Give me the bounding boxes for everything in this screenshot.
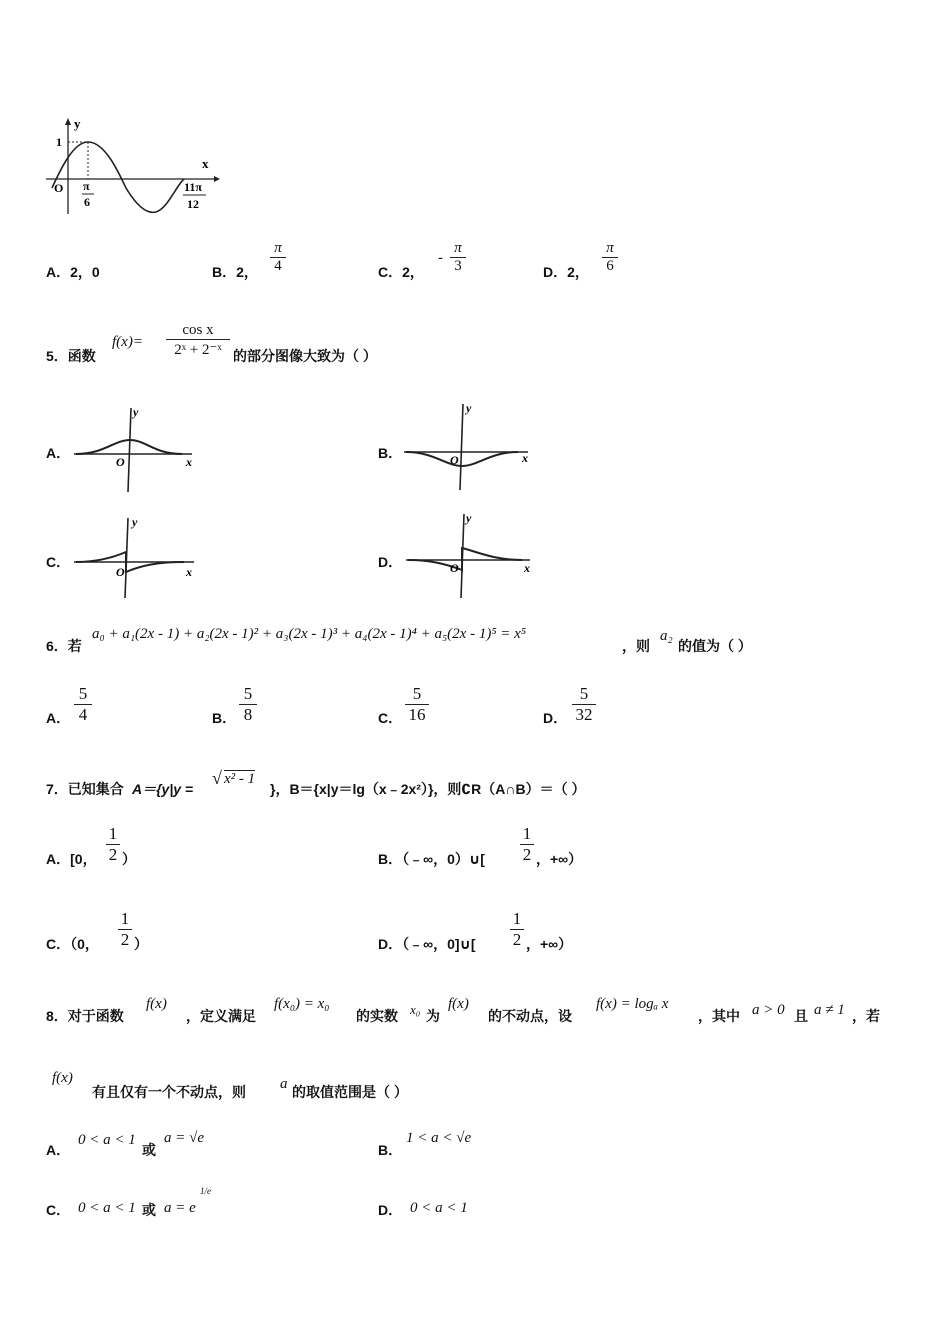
q5-graph-a[interactable] (74, 404, 194, 494)
svg-text:y: y (466, 401, 472, 415)
q6-prefix: 6．若 (46, 638, 82, 654)
sine-curve (52, 142, 184, 212)
q6-equation: a₀ + a₁(2x - 1) + a₂(2x - 1)² + a₃(2x - 1)³ + a₄(2x - 1)⁴ + a₅(2x - 1)⁵ = x⁵ (92, 626, 527, 642)
q8-text-d: 为 (426, 1008, 440, 1024)
option-letter: C． (378, 264, 403, 280)
option-letter: B． (212, 264, 237, 280)
q8-a-or: 或 (142, 1142, 156, 1158)
option-letter: A． (46, 264, 71, 280)
q8-d-math: 0 < a < 1 (410, 1200, 468, 1216)
x-label: x (202, 156, 209, 171)
q5-prefix: 5．函数 (46, 348, 96, 364)
q8-b-math: 1 < a < √e (406, 1130, 472, 1146)
q6-suffix: 的值为（ ） (678, 638, 752, 654)
q5-graph-d[interactable] (406, 510, 534, 600)
q8-line2-b: 的取值范围是（ ） (292, 1084, 408, 1100)
q8-x0: x₀ (410, 1002, 421, 1017)
q5-option-a-letter[interactable]: A． (46, 445, 71, 461)
q8-cond1: a > 0 (752, 1002, 785, 1018)
svg-text:O: O (116, 565, 125, 579)
svg-text:x: x (186, 455, 192, 469)
q7-set-a: A＝{y|y = (132, 781, 194, 797)
q5-graph-b[interactable] (404, 400, 532, 494)
sqrt-sign: √ (212, 768, 222, 788)
q4-option-a[interactable] (46, 262, 100, 282)
q8-flog: f(x) = logₐ x (596, 996, 669, 1012)
q7-option-a[interactable]: A．[0， (46, 851, 97, 867)
q8-option-d[interactable]: D． (378, 1202, 403, 1218)
q7-c-fraction: $\frac{1}{2}$ (118, 909, 132, 950)
q8-option-c[interactable]: C． (46, 1202, 71, 1218)
q8-c-math2: a = e (164, 1200, 196, 1216)
q8-prefix: 8．对于函数 (46, 1008, 124, 1024)
svg-text:O: O (450, 453, 459, 467)
svg-text:O: O (450, 561, 459, 575)
q8-a-math2: a = √e (164, 1130, 205, 1146)
q6-a-fraction: $\frac{5}{4}$ (74, 684, 92, 725)
svg-text:O: O (116, 455, 125, 469)
q7-d-post: ，+∞） (526, 936, 573, 952)
q7-set-b: }，B＝{x|y＝lg（x﹣2x²）}，则∁R（A∩B）＝（ ） (270, 781, 586, 797)
q4-b-fraction: $\frac{\pi}{4}$ (270, 240, 286, 275)
q7-d-fraction: $\frac{1}{2}$ (510, 909, 524, 950)
origin-label: O (54, 181, 64, 195)
q8-fx: f(x) (146, 996, 167, 1012)
minus-sign: - (438, 250, 443, 266)
q6-var: a₂ (660, 628, 673, 644)
q8-c-math: 0 < a < 1 (78, 1200, 136, 1216)
q8-option-a[interactable]: A． (46, 1142, 71, 1158)
q7-prefix: 7．已知集合 (46, 781, 124, 797)
q5-option-c-letter[interactable]: C． (46, 554, 71, 570)
q7-b-post: ，+∞） (536, 851, 583, 867)
q4-d-fraction: $\frac{\pi}{6}$ (602, 240, 618, 275)
q6-option-c[interactable]: C． (378, 710, 403, 726)
q5-function: f(x)= (112, 334, 143, 350)
q5-fraction: $\frac{\text{cos x}}{\text{2ˣ + 2⁻ˣ}}$ (166, 322, 230, 359)
svg-text:y: y (466, 511, 472, 525)
q7-b-fraction: $\frac{1}{2}$ (520, 824, 534, 865)
option-letter: D． (543, 264, 568, 280)
q8-c-exp: 1/e (200, 1186, 211, 1196)
q8-a: a (280, 1076, 288, 1092)
q4-sine-graph (44, 116, 224, 216)
q8-text-c: 的实数 (356, 1008, 398, 1024)
q6-d-fraction: $\frac{5}{32}$ (572, 684, 596, 725)
q8-fx-3: f(x) (52, 1070, 73, 1086)
one-label: 1 (56, 135, 62, 149)
option-text: 2， (402, 264, 424, 280)
q4-option-d[interactable] (543, 262, 589, 282)
q8-text-b: ，定义满足 (186, 1008, 256, 1024)
q4-option-c[interactable] (378, 262, 424, 282)
q8-text-e: 的不动点，设 (488, 1008, 572, 1024)
pi-label: π (83, 179, 90, 193)
q6-mid: ，则 (622, 638, 650, 654)
q4-option-b[interactable] (212, 262, 258, 282)
option-text: 2， (567, 264, 589, 280)
q5-option-d-letter[interactable]: D． (378, 554, 403, 570)
q6-option-b[interactable]: B． (212, 710, 237, 726)
svg-text:x: x (524, 561, 530, 575)
q8-a-math: 0 < a < 1 (78, 1132, 136, 1148)
six-label: 6 (84, 195, 90, 209)
q8-option-b[interactable]: B． (378, 1142, 403, 1158)
q5-graph-c[interactable] (74, 514, 198, 600)
q8-c-or: 或 (142, 1202, 156, 1218)
q7-option-d[interactable]: D．（﹣∞，0]∪[ (378, 936, 476, 952)
q7-a-fraction: $\frac{1}{2}$ (106, 824, 120, 865)
q6-option-a[interactable]: A． (46, 710, 71, 726)
svg-text:y: y (133, 405, 139, 419)
svg-text:x: x (522, 451, 528, 465)
q7-c-post: ） (134, 936, 148, 952)
q5-option-b-letter[interactable]: B． (378, 445, 403, 461)
q6-b-fraction: $\frac{5}{8}$ (239, 684, 257, 725)
q7-sqrt-content: x² - 1 (224, 771, 256, 787)
q8-fx0: f(x₀) = x₀ (274, 996, 330, 1012)
q8-text-h: ，若 (852, 1008, 880, 1024)
q8-cond2: a ≠ 1 (814, 1002, 845, 1018)
q4-c-fraction: $\frac{\pi}{3}$ (450, 240, 466, 275)
q5-suffix: 的部分图像大致为（ ） (233, 348, 377, 364)
q7-a-post: ） (122, 851, 136, 867)
svg-text:x: x (186, 565, 192, 579)
eleven-pi-label: 11π (184, 180, 202, 194)
q8-text-g: 且 (794, 1008, 808, 1024)
q8-line2-a: 有且仅有一个不动点，则 (92, 1084, 246, 1100)
twelve-label: 12 (187, 197, 199, 211)
option-text: 2， (236, 264, 258, 280)
q8-fx-2: f(x) (448, 996, 469, 1012)
q6-option-d[interactable]: D． (543, 710, 568, 726)
svg-text:y: y (132, 515, 138, 529)
q7-option-b[interactable]: B．（﹣∞，0）∪[ (378, 851, 485, 867)
q8-text-f: ，其中 (698, 1008, 740, 1024)
q7-option-c[interactable]: C．（0， (46, 936, 99, 952)
q6-c-fraction: $\frac{5}{16}$ (405, 684, 429, 725)
y-label: y (74, 116, 81, 131)
option-text: 2，0 (70, 264, 100, 280)
